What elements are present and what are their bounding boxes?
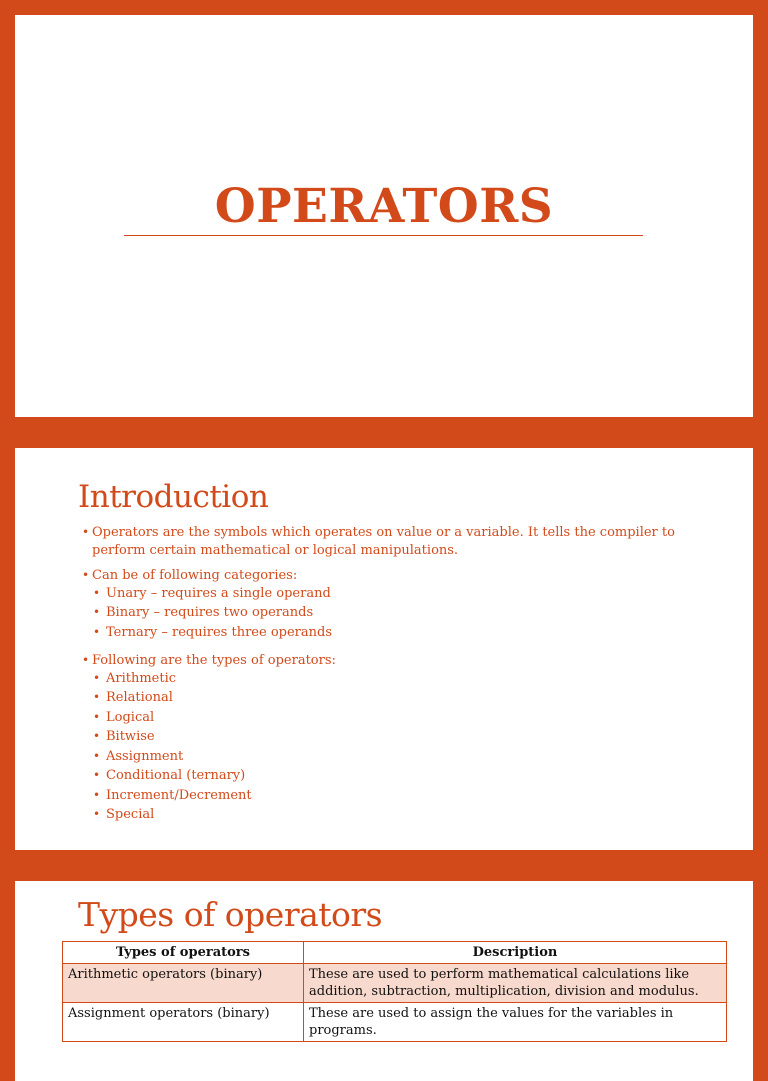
column-header: Types of operators (63, 942, 304, 964)
list-item: • Conditional (ternary) (82, 767, 722, 785)
list-item: • Assignment (82, 748, 722, 766)
slide-body (82, 524, 722, 824)
introduction-slide (15, 448, 753, 850)
list-item: • Arithmetic (82, 670, 722, 688)
slide-heading: Introduction (78, 479, 269, 515)
slide-heading: Types of operators (78, 895, 383, 934)
list-item: • Logical (82, 709, 722, 727)
types-slide (15, 881, 753, 1081)
bullet-types: • Following are the types of operators: (82, 652, 722, 670)
table-cell: These are used to perform mathematical calculations like addition, subtraction, multiplication, division and modulus. (304, 964, 727, 1003)
list-item: • Bitwise (82, 728, 722, 746)
table-row (63, 1003, 727, 1042)
table-cell: Arithmetic operators (binary) (63, 964, 304, 1003)
title-slide (15, 15, 753, 417)
table-cell: Assignment operators (binary) (63, 1003, 304, 1042)
list-item: • Relational (82, 689, 722, 707)
slide-title: OPERATORS (214, 179, 554, 234)
list-item: • Special (82, 806, 722, 824)
list-item: • Unary – requires a single operand (82, 585, 722, 603)
table-cell: These are used to assign the values for the variables in programs. (304, 1003, 727, 1042)
title-underline (124, 235, 643, 236)
bullet-definition: • Operators are the symbols which operates on value or a variable. It tells the compiler to perform certain mathematical or logical manipulations. (82, 524, 722, 559)
column-header: Description (304, 942, 727, 964)
operators-table (62, 941, 727, 1042)
list-item: • Binary – requires two operands (82, 604, 722, 622)
list-item: • Ternary – requires three operands (82, 624, 722, 642)
list-item: • Increment/Decrement (82, 787, 722, 805)
table-row (63, 964, 727, 1003)
table-header-row (63, 942, 727, 964)
bullet-categories: • Can be of following categories: (82, 567, 722, 585)
